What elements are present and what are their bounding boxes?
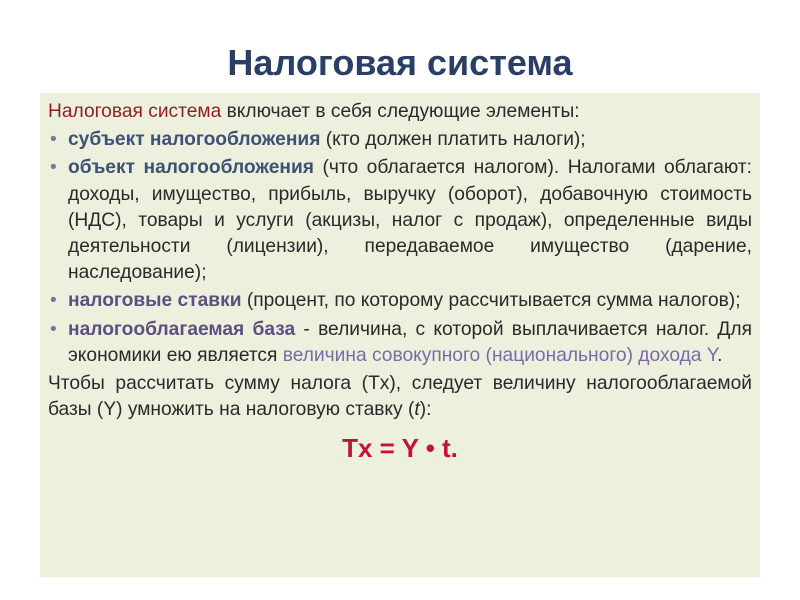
bullet-icon: • <box>50 290 57 312</box>
content-box <box>40 93 760 577</box>
intro-text: включает в себя следующие элементы: <box>221 101 580 122</box>
calculation-paragraph <box>48 371 752 423</box>
list-item <box>48 127 752 153</box>
item-end: . <box>717 344 723 366</box>
paragraph-end: ): <box>419 399 432 421</box>
item-term: налоговые ставки <box>68 290 242 312</box>
bullet-icon: • <box>50 129 57 151</box>
paragraph-text: Чтобы рассчитать сумму налога (Tx), следует величину налогооблагаемой базы (Y) умножить на налоговую ставку ( <box>48 373 752 421</box>
list-item <box>48 155 752 286</box>
item-term: субъект налогообложения <box>68 129 321 151</box>
paragraph-variable: t <box>414 399 420 421</box>
intro-term: Налоговая система <box>48 101 222 122</box>
elements-list <box>48 127 752 369</box>
bullet-icon: • <box>50 318 57 340</box>
list-item <box>48 317 752 369</box>
item-text: (кто должен платить налоги); <box>320 129 586 151</box>
tax-formula: Tx = Y • t. <box>342 433 458 464</box>
bullet-icon: • <box>50 157 57 179</box>
list-item <box>48 288 752 314</box>
item-highlight: величина совокупного (национального) дохода Y <box>282 344 718 366</box>
item-term: объект налогообложения <box>68 157 314 179</box>
item-term: налогооблагаемая база <box>68 318 296 340</box>
slide-title: Налоговая система <box>227 42 573 83</box>
item-text: (процент, по которому рассчитывается сумма налогов); <box>241 290 741 312</box>
item-text: - величина, с которой выплачивается налог. Для экономики ею является <box>68 318 752 366</box>
intro-line <box>48 99 752 125</box>
item-text: (что облагается налогом). Налогами облагают: доходы, имущество, прибыль, выручку (оборот), добавочную стоимость (НДС), товары и услуги (акцизы, налог с продаж), определенные виды деятельности (лицензии), передаваемое имущество (дарение, наследование); <box>68 157 752 284</box>
